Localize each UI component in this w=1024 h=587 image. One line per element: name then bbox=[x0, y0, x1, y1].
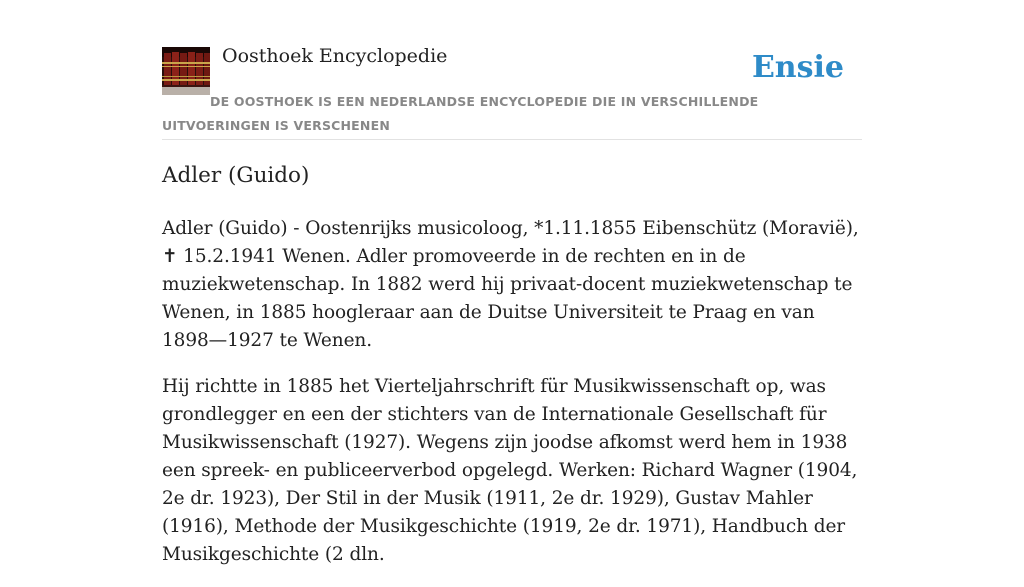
site-name[interactable]: Oosthoek Encyclopedie bbox=[222, 45, 448, 67]
article-paragraph: Adler (Guido) - Oostenrijks musicoloog, *1.11.1855 Eibenschütz (Moravië), ✝ 15.2.1941 Wenen. Adler promoveerde in de rechten en in de muziekwetenschap. In 1882 werd hij privaat-docent muziekwetenschap te Wenen, in 1885 hoogleraar aan de Duitse Universiteit te Praag en van 1898—1927 te Wenen. bbox=[162, 218, 859, 351]
article-title: Adler (Guido) bbox=[162, 163, 310, 188]
site-avatar[interactable] bbox=[162, 47, 210, 95]
article-paragraph: Hij richtte in 1885 het Vierteljahrschrift für Musikwissenschaft op, was grondlegger en een der stichters van de Internationale Gesellschaft für Musikwissenschaft (1927). Wegens zijn joodse afkomst werd hem in 1938 een spreek- en publiceerverbod opgelegd. Werken: Richard Wagner (1904, 2e dr. 1923), Der Stil in der Musik (1911, 2e dr. 1929), Gustav Mahler (1916), Methode der Musikgeschichte (1919, 2e dr. 1971), Handbuch der Musikgeschichte (2 dln. bbox=[162, 376, 858, 565]
site-tagline: DE OOSTHOEK IS EEN NEDERLANDSE ENCYCLOPEDIE DIE IN VERSCHILLENDE UITVOERINGEN IS VERSCHENEN bbox=[162, 94, 759, 133]
brand-logo[interactable]: Ensie bbox=[751, 50, 844, 85]
article-body bbox=[162, 215, 862, 587]
encyclopedia-books-icon bbox=[162, 47, 210, 95]
header-divider bbox=[162, 139, 862, 140]
